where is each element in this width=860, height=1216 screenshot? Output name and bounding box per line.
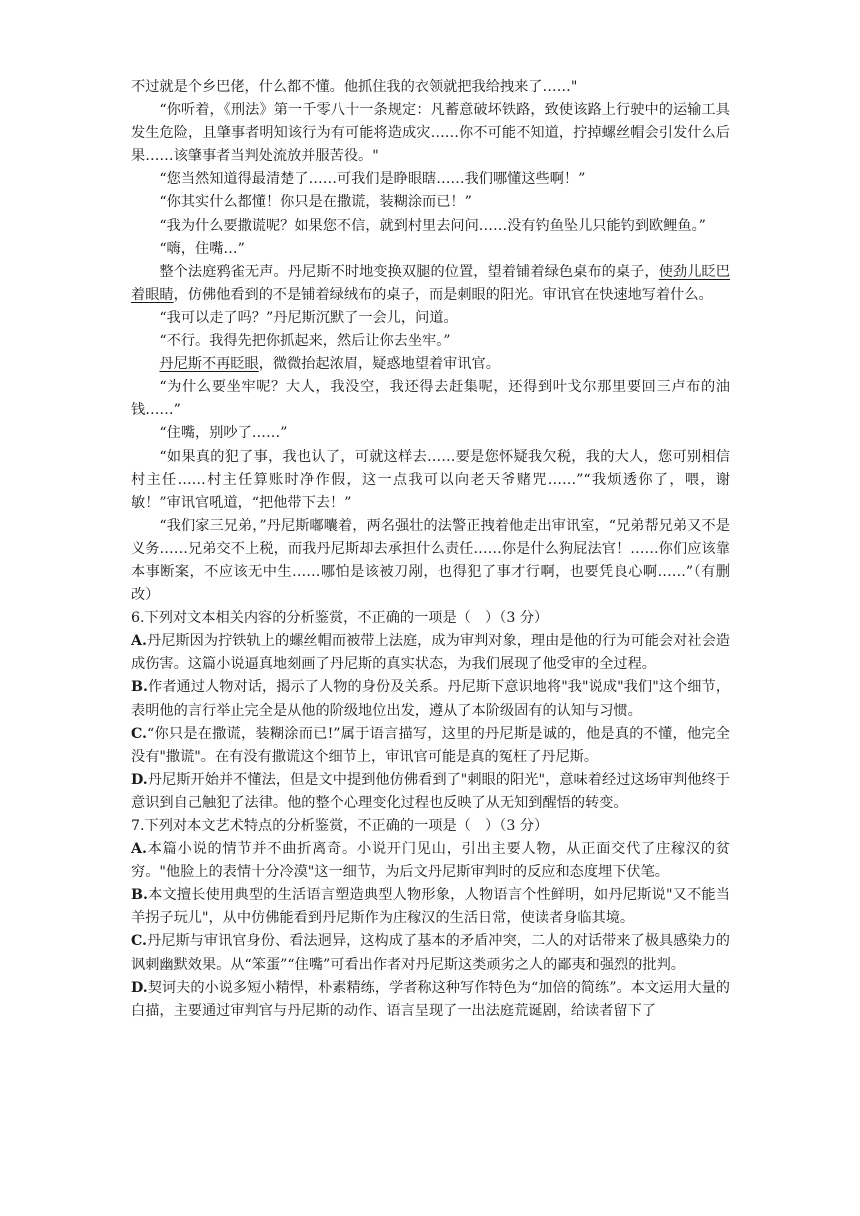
document-page [131,76,730,1023]
option-text: 本篇小说的情节并不曲折离奇。小说开门见山，引出主要人物，从正面交代了庄稼汉的贫穷。"他脸上的表情十分冷漠"这一细节，为后文丹尼斯审判时的反应和态度埋下伏笔。 [131,841,730,881]
option-d [131,769,730,815]
option-text: 本文擅长使用典型的生活语言塑造典型人物形象，人物语言个性鲜明，如丹尼斯说"又不能当羊拐子玩儿"，从中仿佛能看到丹尼斯作为庄稼汉的生活日常，使读者身临其境。 [131,887,730,927]
passage-paragraph-12: “住嘴，别吵了……” [159,425,288,442]
passage-text: ，仿佛他看到的不是铺着绿绒布的桌子，而是刺眼的阳光。审讯官在快速地写着什么。 [173,286,713,303]
underlined-phrase: 使劲儿眨巴着眼睛 [131,263,730,303]
underlined-phrase: 丹尼斯不再眨眼 [159,356,259,373]
passage-paragraph-6: “嗨，住嘴…” [159,240,245,257]
option-letter: D. [131,979,148,996]
option-text: 丹尼斯与审讯官身份、看法迥异，这构成了基本的矛盾冲突，二人的对话带来了极具感染力的讽刺幽默效果。从“笨蛋”“住嘴”可看出作者对丹尼斯这类顽劣之人的鄙夷和强烈的批判。 [131,933,730,973]
question-stem: 7.下列对本文艺术特点的分析鉴赏，不正确的一项是（ ）（3 分） [131,818,549,834]
option-letter: D. [131,771,148,788]
option-d [131,977,730,1023]
question-7 [131,815,730,1023]
option-letter: B. [131,679,148,696]
option-a [131,630,730,676]
question-stem: 6.下列对文本相关内容的分析鉴赏，不正确的一项是（ ）（3 分） [131,610,549,627]
option-letter: A. [131,841,147,858]
question-6 [131,607,730,815]
option-b [131,884,730,930]
passage-paragraph-3: “您当然知道得最清楚了……可我们是睁眼瞎……我们哪懂这些啊！” [159,171,586,188]
passage-paragraph-13: “如果真的犯了事，我也认了，可就这样去……要是您怀疑我欠税，我的大人，您可别相信村主任……村主任算账时净作假，这一点我可以向老天爷赌咒……”“我烦透你了，喂，谢敏！”审讯官吼道，“把他带下去！” [131,448,730,511]
option-text: 作者通过人物对话，揭示了人物的身份及关系。丹尼斯下意识地将"我"说成"我们"这个细节，表明他的言行举止完全是从他的阶级地位出发，遵从了本阶级固有的认知与习惯。 [131,679,730,719]
passage-paragraph-4: “你其实什么都懂！你只是在撒谎，装糊涂而已！” [159,194,472,211]
passage-paragraph-11: “为什么要坐牢呢？大人，我没空，我还得去赶集呢，还得到叶戈尔那里要回三卢布的油钱……” [131,379,730,419]
passage-paragraph-14: “我们家三兄弟，”丹尼斯嘟囔着，两名强壮的法警正拽着他走出审讯室，“兄弟帮兄弟又不是义务……兄弟交不上税，而我丹尼斯却去承担什么责任……你是什么狗屁法官！……你们应该靠本事断案，不应该无中生……哪怕是该被刀剐，也得犯了事才行啊，也要凭良心啊……”（有删改） [131,517,730,604]
option-a [131,838,730,884]
passage-paragraph-10 [131,353,730,376]
option-c [131,930,730,976]
option-letter: C. [131,933,147,950]
passage-paragraph-2: “你听着，《刑法》第一千零八十一条规定：凡蓄意破坏铁路，致使该路上行驶中的运输工具发生危险，且肇事者明知该行为有可能将造成灾……你不可能不知道，拧掉螺丝帽会引发什么后果……该肇事者当判处流放并服苦役。" [131,102,730,165]
option-b [131,676,730,722]
option-c [131,723,730,769]
option-text: “你只是在撒谎，装糊涂而已!”属于语言描写，这里的丹尼斯是诚的，他是真的不懂，他完全没有"撒谎"。在有没有撒谎这个细节上，审讯官可能是真的冤枉了丹尼斯。 [131,725,730,765]
option-text: 丹尼斯因为拧铁轨上的螺丝帽而被带上法庭，成为审判对象，理由是他的行为可能会对社会造成伤害。这篇小说逼真地刻画了丹尼斯的真实状态，为我们展现了他受审的全过程。 [131,633,730,673]
passage-paragraph-9: “不行。我得先把你抓起来，然后让你去坐牢。” [159,333,451,350]
passage-paragraph-7 [131,261,730,307]
option-letter: A. [131,633,147,650]
option-text: 契诃夫的小说多短小精悍，朴素精练，学者称这种写作特色为“加倍的简练”。本文运用大量的白描，主要通过审判官与丹尼斯的动作、语言呈现了一出法庭荒诞剧，给读者留下了 [131,979,730,1019]
passage-paragraph-1: 不过就是个乡巴佬，什么都不懂。他抓住我的衣领就把我给拽来了……" [131,79,578,95]
option-letter: B. [131,887,148,904]
passage [131,76,730,607]
passage-text: ，微微抬起浓眉，疑惑地望着审讯官。 [258,356,500,373]
option-letter: C. [131,725,147,742]
passage-paragraph-5: “我为什么要撒谎呢？如果您不信，就到村里去问问……没有钓鱼坠儿只能钓到欧鲤鱼。” [159,217,706,234]
option-text: 丹尼斯开始并不懂法，但是文中提到他仿佛看到了"刺眼的阳光"，意味着经过这场审判他终于意识到自己触犯了法律。他的整个心理变化过程也反映了从无知到醒悟的转变。 [131,771,730,811]
passage-text: 整个法庭鸦雀无声。丹尼斯不时地变换双腿的位置，望着铺着绿色桌布的桌子， [159,263,659,280]
passage-paragraph-8: “我可以走了吗？”丹尼斯沉默了一会儿，问道。 [159,309,458,326]
